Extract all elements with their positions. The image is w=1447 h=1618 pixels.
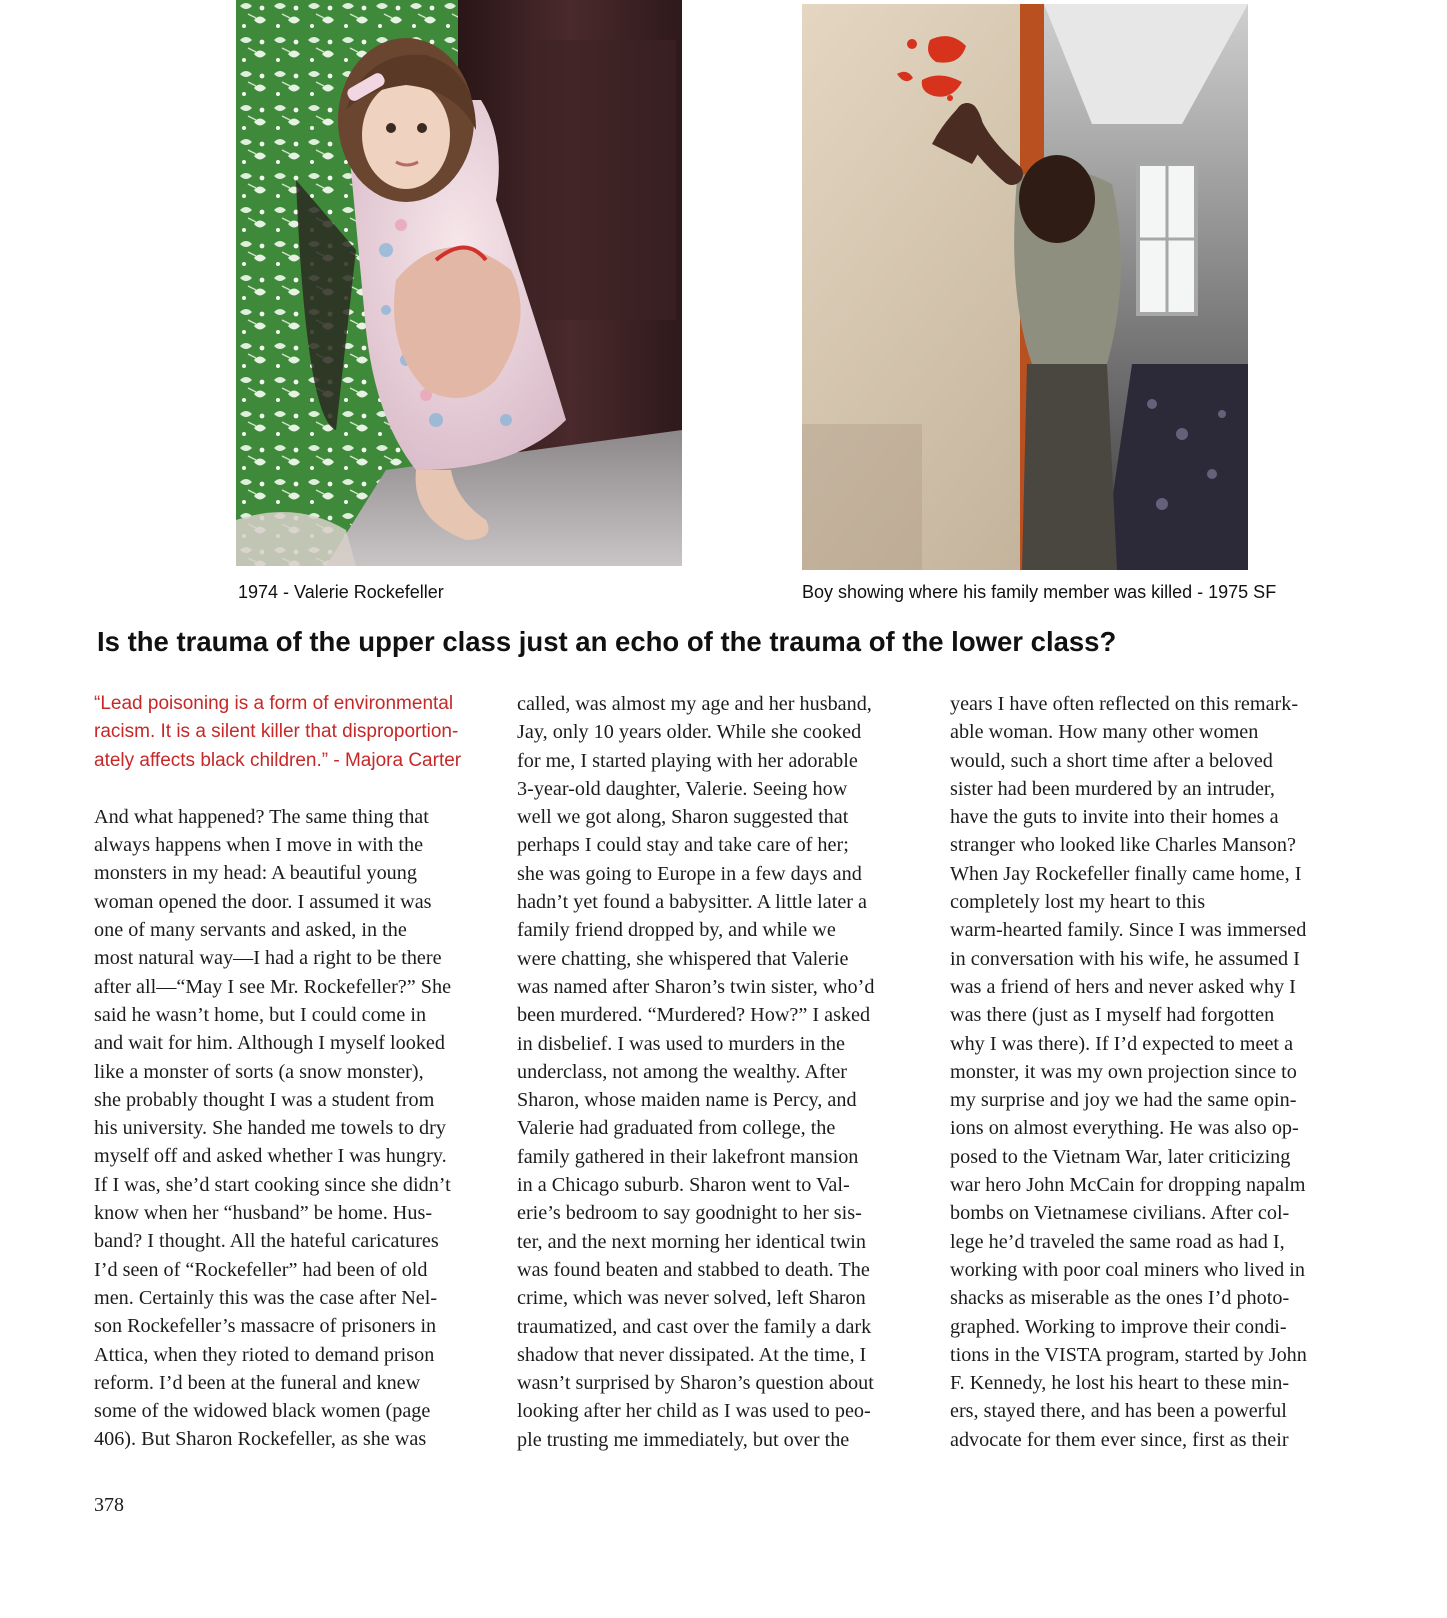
text-line: And what happened? The same thing that [94, 805, 429, 828]
pull-quote [94, 690, 502, 775]
text-line: underclass, not among the wealthy. After [517, 1060, 848, 1083]
text-line: ions on almost everything. He was also op- [950, 1117, 1299, 1140]
text-line: family gathered in their lakefront mansion [517, 1145, 859, 1168]
photo-caption-left: 1974 - Valerie Rockefeller [238, 582, 444, 602]
text-line: ter, and the next morning her identical twin [517, 1230, 867, 1253]
text-line: stranger who looked like Charles Manson? [950, 834, 1296, 857]
text-line: been murdered. “Murdered? How?” I asked [517, 1004, 871, 1027]
photo-boy-hallway-image [802, 4, 1248, 570]
text-line: able woman. How many other women [950, 721, 1259, 744]
text-line: erie’s bedroom to say goodnight to her sis- [517, 1202, 862, 1225]
text-line: one of many servants and asked, in the [94, 919, 407, 942]
body-text [950, 690, 1358, 1454]
text-line: advocate for them ever since, first as their [950, 1428, 1289, 1451]
text-line: was there (just as I myself had forgotten [950, 1004, 1275, 1027]
photo-caption-right: Boy showing where his family member was killed - 1975 SF [802, 582, 1277, 602]
text-line: were chatting, she whispered that Valerie [517, 947, 849, 970]
text-line: son Rockefeller’s massacre of prisoners in [94, 1315, 437, 1338]
text-line: said he wasn’t home, but I could come in [94, 1003, 427, 1026]
text-line: would, such a short time after a beloved [950, 749, 1273, 772]
text-line: have the guts to invite into their homes a [950, 806, 1279, 829]
text-line: monster, it was my own projection since to [950, 1060, 1297, 1083]
text-line: ers, stayed there, and has been a powerful [950, 1400, 1287, 1423]
text-line: Jay, only 10 years older. While she cooked [517, 721, 862, 744]
text-line: shacks as miserable as the ones I’d photo- [950, 1287, 1290, 1310]
text-column-1 [94, 690, 502, 1454]
text-line: after all—“May I see Mr. Rockefeller?” She [94, 975, 452, 998]
text-line: war hero John McCain for dropping napalm [950, 1174, 1306, 1197]
text-line: sister had been murdered by an intruder, [950, 777, 1275, 800]
text-line: myself off and asked whether I was hungry. [94, 1145, 447, 1168]
text-line: was a friend of hers and never asked why I [950, 975, 1296, 998]
text-line: warm-hearted family. Since I was immersed [950, 919, 1307, 942]
text-line: his university. She handed me towels to dry [94, 1117, 446, 1140]
text-line: bombs on Vietnamese civilians. After col- [950, 1202, 1290, 1225]
text-line: Sharon, whose maiden name is Percy, and [517, 1089, 857, 1112]
text-line: reform. I’d been at the funeral and knew [94, 1371, 421, 1394]
text-line: men. Certainly this was the case after Nel- [94, 1286, 438, 1309]
text-line: in disbelief. I was used to murders in the [517, 1032, 845, 1055]
text-line: traumatized, and cast over the family a dark [517, 1315, 872, 1338]
text-line: she was going to Europe in a few days and [517, 862, 862, 885]
text-column-3 [950, 690, 1358, 1454]
text-line: wasn’t surprised by Sharon’s question about [517, 1372, 874, 1395]
text-line: perhaps I could stay and take care of her; [517, 834, 849, 857]
text-column-2 [517, 690, 925, 1454]
text-line: looking after her child as I was used to peo- [517, 1400, 871, 1423]
text-line: crime, which was never solved, left Sharon [517, 1287, 866, 1310]
text-line: band? I thought. All the hateful caricatures [94, 1230, 439, 1253]
photo-boy-hallway [802, 4, 1248, 570]
text-line: 406). But Sharon Rockefeller, as she was [94, 1428, 427, 1451]
text-line: Attica, when they rioted to demand prison [94, 1343, 435, 1366]
text-line: woman opened the door. I assumed it was [94, 890, 432, 913]
text-line: like a monster of sorts (a snow monster), [94, 1060, 424, 1083]
photo-valerie-rockefeller [236, 0, 682, 566]
text-line: F. Kennedy, he lost his heart to these min- [950, 1372, 1290, 1395]
text-line: some of the widowed black women (page [94, 1400, 431, 1423]
text-line: completely lost my heart to this [950, 891, 1206, 914]
text-line: family friend dropped by, and while we [517, 919, 836, 942]
text-line: well we got along, Sharon suggested that [517, 806, 849, 829]
text-line: If I was, she’d start cooking since she didn’t [94, 1173, 451, 1196]
text-line: for me, I started playing with her adorable [517, 749, 858, 772]
text-line: shadow that never dissipated. At the time, I [517, 1343, 867, 1366]
photo-valerie-rockefeller-image [236, 0, 682, 566]
text-line: in conversation with his wife, he assumed I [950, 947, 1300, 970]
text-line: tions in the VISTA program, started by John [950, 1343, 1307, 1366]
text-line: Valerie had graduated from college, the [517, 1117, 836, 1140]
text-line: When Jay Rockefeller finally came home, I [950, 862, 1302, 885]
text-line: years I have often reflected on this remark- [950, 693, 1299, 715]
text-line: posed to the Vietnam War, later criticizing [950, 1145, 1291, 1168]
text-line: I’d seen of “Rockefeller” had been of old [94, 1258, 428, 1281]
body-text [94, 803, 502, 1454]
text-line: most natural way—I had a right to be there [94, 947, 442, 970]
text-line: always happens when I move in with the [94, 834, 424, 857]
section-headline: Is the trauma of the upper class just an echo of the trauma of the lower class? [97, 626, 1117, 657]
pull-quote-line: ately affects black children.” - Majora Carter [94, 749, 462, 771]
text-line: graphed. Working to improve their condi- [950, 1315, 1287, 1338]
text-line: why I was there). If I’d expected to meet a [950, 1032, 1294, 1055]
text-line: and wait for him. Although I myself looked [94, 1032, 445, 1055]
pull-quote-line: “Lead poisoning is a form of environmental [94, 693, 454, 714]
text-line: in a Chicago suburb. Sharon went to Val- [517, 1174, 850, 1197]
pull-quote-line: racism. It is a silent killer that disproportion- [94, 721, 459, 743]
text-line: my surprise and joy we had the same opin- [950, 1089, 1297, 1112]
text-line: lege he’d traveled the same road as had I, [950, 1230, 1285, 1253]
page-number: 378 [94, 1494, 124, 1516]
text-line: monsters in my head: A beautiful young [94, 862, 417, 885]
text-line: she probably thought I was a student from [94, 1088, 435, 1111]
text-line: know when her “husband” be home. Hus- [94, 1202, 433, 1225]
text-line: ple trusting me immediately, but over the [517, 1428, 850, 1451]
text-line: called, was almost my age and her husband, [517, 693, 872, 715]
text-line: was named after Sharon’s twin sister, who’d [517, 975, 875, 998]
text-line: was found beaten and stabbed to death. The [517, 1258, 870, 1281]
text-line: hadn’t yet found a babysitter. A little later a [517, 891, 868, 914]
body-text [517, 690, 925, 1454]
text-line: 3-year-old daughter, Valerie. Seeing how [517, 777, 848, 800]
text-line: working with poor coal miners who lived in [950, 1258, 1305, 1281]
